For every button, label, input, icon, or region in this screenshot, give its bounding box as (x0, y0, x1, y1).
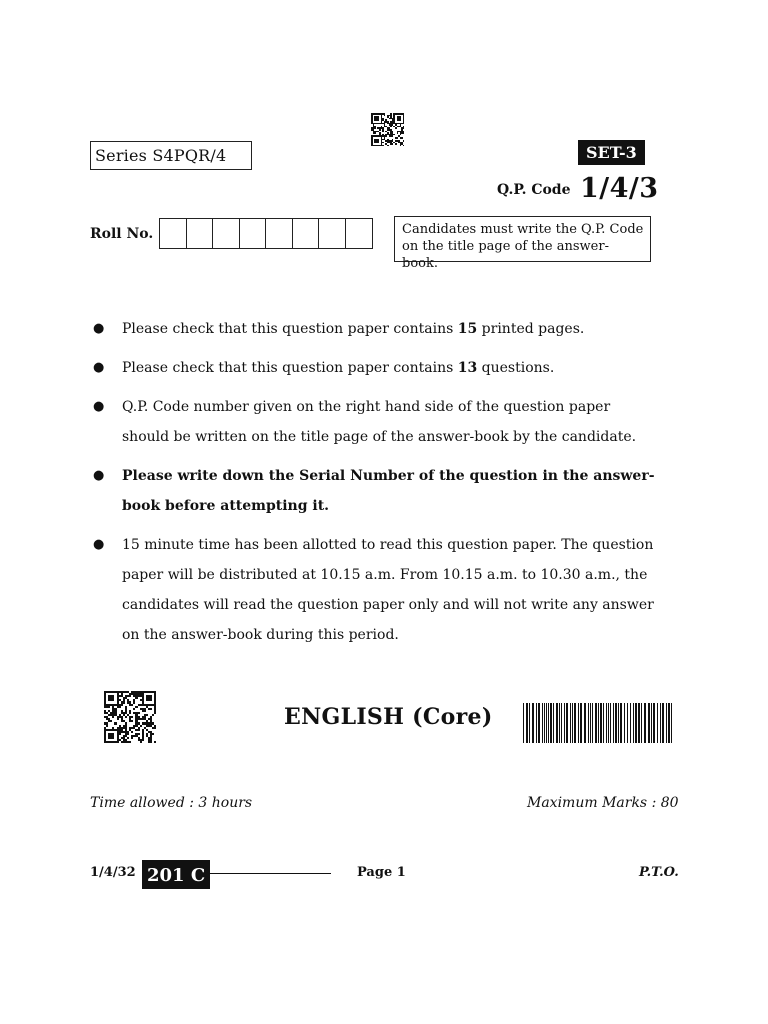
page-number: Page 1 (357, 865, 406, 880)
instruction-item (91, 353, 661, 383)
barcode-bar (627, 703, 628, 743)
barcode-bar (592, 703, 593, 743)
instruction-text: Please check that this question paper contains (122, 321, 458, 337)
barcode-bar (584, 703, 586, 743)
barcode-bar (542, 703, 543, 743)
barcode-bar (671, 703, 672, 743)
footer-badge: 201 C (142, 860, 210, 889)
barcode-bar (526, 703, 528, 743)
barcode-bar (653, 703, 655, 743)
maximum-marks: Maximum Marks : 80 (527, 795, 679, 811)
roll-number-box (266, 219, 293, 248)
instruction-text: Please write down the Serial Number of the question in the answer-book before attempting it. (122, 468, 655, 514)
instruction-text: questions. (477, 360, 555, 376)
barcode-bar (588, 703, 589, 743)
qp-code-label: Q.P. Code (497, 182, 571, 198)
barcode-bar (635, 703, 637, 743)
bullet-icon: ● (93, 537, 105, 552)
instruction-item (91, 392, 661, 452)
subject-title: ENGLISH (Core) (284, 704, 493, 730)
barcode-bar (668, 703, 670, 743)
pto-label: P.T.O. (639, 865, 679, 880)
top-qr-code (371, 113, 404, 146)
barcode-bar (648, 703, 650, 743)
barcode-bar (660, 703, 661, 743)
instruction-text: 15 (457, 321, 478, 337)
barcode-bar (624, 703, 625, 743)
barcode-bar (532, 703, 534, 743)
barcode-bar (572, 703, 573, 743)
barcode-bar (620, 703, 622, 743)
barcode-bar (630, 703, 631, 743)
bullet-icon: ● (93, 321, 105, 336)
barcode-bar (548, 703, 549, 743)
barcode-bar (641, 703, 642, 743)
barcode-bar (544, 703, 545, 743)
instructions-list (91, 314, 661, 659)
barcode-bar (595, 703, 597, 743)
barcode-bar (556, 703, 558, 743)
barcode-bar (608, 703, 609, 743)
barcode-bar (574, 703, 576, 743)
bullet-icon: ● (93, 399, 105, 414)
roll-number-box (240, 219, 267, 248)
barcode-bar (546, 703, 547, 743)
instruction-text: Q.P. Code number given on the right hand side of the question paper should be written on the title page of the answer-book by the candidate. (122, 399, 637, 445)
barcode-bar (536, 703, 537, 743)
barcode-bar (644, 703, 646, 743)
barcode (523, 703, 675, 743)
barcode-bar (570, 703, 571, 743)
roll-number-box (293, 219, 320, 248)
roll-number-box (346, 219, 373, 248)
barcode-bar (606, 703, 607, 743)
barcode-bar (550, 703, 552, 743)
roll-number-box (160, 219, 187, 248)
qp-code: 1/4/3 (580, 173, 659, 204)
barcode-bar (666, 703, 667, 743)
instruction-text: 15 minute time has been allotted to read this question paper. The question paper will be distributed at 10.15 a.m. From 10.15 a.m. to 10.30 a.m., the candidates will read the question paper only and will not write any answer on the answer-book during this period. (122, 537, 654, 643)
barcode-bar (523, 703, 524, 743)
barcode-bar (615, 703, 617, 743)
roll-number-boxes (159, 218, 373, 249)
barcode-bar (610, 703, 611, 743)
barcode-bar (618, 703, 619, 743)
barcode-bar (603, 703, 604, 743)
barcode-bar (580, 703, 582, 743)
instruction-item (91, 314, 661, 344)
footer-rule (209, 873, 331, 874)
barcode-bar (590, 703, 591, 743)
barcode-bar (564, 703, 565, 743)
time-allowed: Time allowed : 3 hours (90, 795, 253, 811)
barcode-bar (657, 703, 658, 743)
barcode-bar (561, 703, 562, 743)
instruction-text: printed pages. (477, 321, 585, 337)
barcode-bar (538, 703, 540, 743)
subject-qr-code (104, 691, 156, 743)
barcode-bar (578, 703, 579, 743)
barcode-bar (633, 703, 634, 743)
barcode-bar (638, 703, 640, 743)
instruction-item (91, 461, 661, 521)
roll-number-box (319, 219, 346, 248)
barcode-bar (600, 703, 602, 743)
bullet-icon: ● (93, 468, 105, 483)
barcode-bar (566, 703, 568, 743)
set-badge: SET-3 (578, 140, 645, 165)
barcode-bar (598, 703, 599, 743)
barcode-bar (662, 703, 664, 743)
barcode-bar (553, 703, 554, 743)
roll-number-box (213, 219, 240, 248)
barcode-bar (651, 703, 652, 743)
bullet-icon: ● (93, 360, 105, 375)
footer-code: 1/4/32 (90, 865, 136, 880)
barcode-bar (559, 703, 560, 743)
qp-code-notice: Candidates must write the Q.P. Code on the title page of the answer-book. (394, 216, 651, 262)
series-box: Series S4PQR/4 (90, 141, 252, 170)
barcode-bar (529, 703, 530, 743)
instruction-item (91, 530, 661, 650)
roll-number-box (187, 219, 214, 248)
roll-number-label: Roll No. (90, 226, 154, 242)
instruction-text: Please check that this question paper contains (122, 360, 458, 376)
barcode-bar (613, 703, 614, 743)
instruction-text: 13 (457, 360, 478, 376)
